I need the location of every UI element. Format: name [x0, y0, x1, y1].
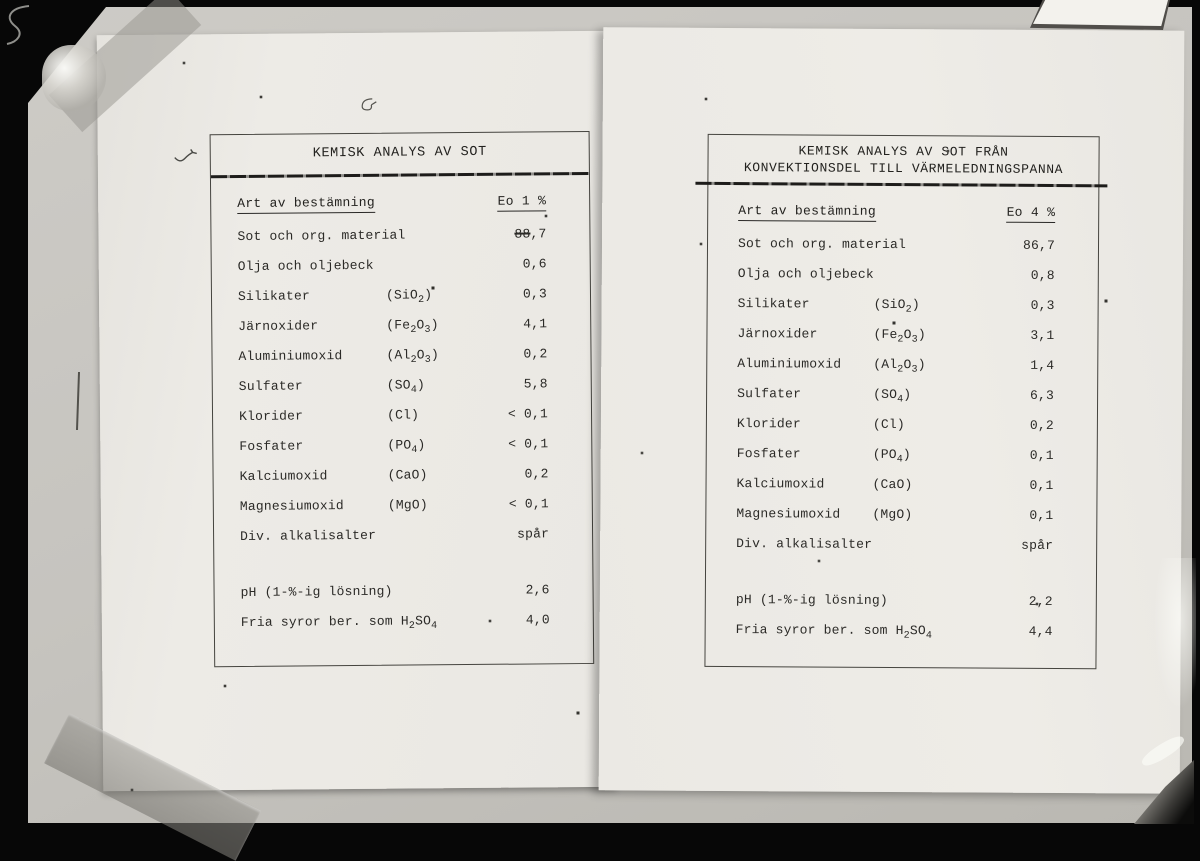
row-formula: $(Al_2O_3)$: [873, 356, 926, 376]
row-label: Silikater: [237, 288, 311, 305]
table-row: [213, 458, 591, 491]
row-formula: [386, 264, 504, 265]
table-row: [708, 228, 1098, 260]
table-row: [708, 258, 1098, 290]
row-label: Fosfater: [239, 438, 304, 455]
row-value: 6,3: [1030, 387, 1055, 403]
document-right: [599, 27, 1185, 794]
row-formula: $(SO_4)$: [873, 386, 912, 406]
table-footer-rows: [706, 584, 1096, 646]
row-formula: $(Al_2O_3)$: [386, 347, 440, 367]
column-header-value: Eo 1 %: [497, 193, 546, 211]
row-value: 3,1: [1030, 327, 1055, 343]
row-label: Kalciumoxid: [239, 468, 328, 485]
row-value: 0,6: [522, 256, 547, 272]
row-value: 0,8: [1030, 267, 1055, 283]
row-formula: $(Fe_2O_3)$: [386, 317, 439, 337]
table-row: [707, 378, 1097, 410]
row-value: spår: [1021, 537, 1054, 553]
table-row: [707, 408, 1097, 440]
row-value: 0,1: [1029, 447, 1054, 463]
handwritten-circle-mark-icon: [359, 96, 377, 112]
row-value: spår: [516, 526, 550, 542]
table-row: [707, 318, 1097, 350]
table-row: [708, 288, 1098, 320]
row-value: 1,4: [1030, 357, 1055, 373]
row-value: 4,1: [523, 316, 548, 332]
table-row: [706, 498, 1096, 530]
row-value: 0,3: [1030, 297, 1055, 313]
row-label: Klorider: [238, 408, 304, 425]
row-label: pH (1-%-ig lösning): [240, 583, 393, 601]
row-formula: $(Fe_2O_3)$: [873, 326, 926, 346]
table-row: [212, 338, 590, 371]
table-row: [213, 368, 591, 401]
row-value: < 0,1: [508, 436, 549, 452]
title-divider-rule: [211, 172, 589, 178]
row-formula: [388, 534, 506, 535]
analysis-table-right: [704, 134, 1099, 669]
table-row: [707, 348, 1097, 380]
table-row: [212, 278, 590, 311]
row-formula: (CaO): [387, 467, 428, 483]
row-formula: (CaO): [872, 476, 913, 493]
column-header-value: Eo 4 %: [1007, 204, 1056, 222]
table-title: [708, 135, 1098, 178]
table-row: [214, 574, 592, 607]
row-value: 0,1: [1029, 507, 1054, 523]
table-row: [214, 488, 592, 521]
table-footer-rows: [214, 574, 593, 637]
table-row: [212, 248, 590, 281]
title-divider-rule: [695, 182, 1107, 187]
table-row: [213, 398, 591, 431]
row-value: 88,7: [514, 226, 547, 242]
row-formula: [872, 544, 990, 545]
row-value: < 0,1: [508, 496, 549, 512]
row-value: 86,7: [1022, 237, 1056, 253]
table-title: [211, 132, 589, 162]
row-value: 0,2: [523, 346, 548, 362]
row-label: Div. alkalisalter: [736, 536, 873, 552]
row-label: pH (1-%-ig lösning): [735, 592, 888, 608]
row-value: 5,8: [523, 376, 548, 392]
row-label: Järnoxider: [238, 318, 319, 335]
table-row: [706, 528, 1096, 560]
row-value: < 0,1: [507, 406, 549, 422]
table-rows: [211, 218, 592, 551]
analysis-table-left: [210, 131, 595, 667]
corner-tab: [1033, 0, 1168, 26]
row-label: Sot och org. material: [737, 236, 907, 253]
row-value: 2,2: [1028, 593, 1053, 609]
table-title-line: KEMISK ANALYS AV SOT FRÅN: [798, 143, 1009, 160]
row-formula: $(SO_4)$: [386, 377, 426, 397]
table-row: [212, 308, 590, 341]
row-value: 4,4: [1028, 623, 1053, 639]
row-formula: $(PO_4)$: [387, 437, 426, 457]
row-label: Sulfater: [737, 386, 802, 402]
row-value: 0,2: [1029, 417, 1054, 433]
row-formula: (MgO): [387, 497, 428, 513]
row-label: Olja och oljebeck: [737, 266, 874, 282]
row-value: 0,2: [524, 466, 549, 482]
column-header-label: Art av bestämning: [738, 203, 876, 222]
edge-blotch: [1154, 558, 1196, 710]
row-label: Aluminiumoxid: [737, 356, 842, 372]
column-headers: [708, 202, 1098, 222]
row-label: Järnoxider: [737, 326, 818, 342]
column-header-label: Art av bestämning: [237, 194, 375, 213]
row-value: 4,0: [525, 612, 550, 628]
row-label: Div. alkalisalter: [240, 527, 377, 545]
row-label: Kalciumoxid: [736, 476, 825, 492]
row-label: Fria syror ber. som $H_2SO_4$: [240, 613, 438, 633]
row-value: 0,3: [522, 286, 548, 302]
row-label: Olja och oljebeck: [237, 257, 374, 275]
row-value: 0,1: [1029, 477, 1054, 493]
table-row: [213, 428, 591, 461]
table-row: [706, 614, 1096, 646]
row-label: Magnesiumoxid: [736, 506, 841, 522]
table-row: [706, 584, 1096, 616]
row-label: Fosfater: [736, 446, 801, 462]
film-curl-mark: [1, 2, 35, 48]
table-row: [214, 518, 592, 551]
row-label: Silikater: [737, 296, 810, 312]
row-formula: (MgO): [872, 506, 913, 523]
table-rows: [706, 228, 1098, 560]
row-label: Klorider: [736, 416, 801, 432]
dust-specks: [0, 0, 2, 2]
row-label: Magnesiumoxid: [239, 498, 344, 515]
row-formula: [874, 274, 992, 275]
row-formula: (Cl): [872, 416, 905, 433]
column-headers: [211, 192, 589, 213]
row-label: Aluminiumoxid: [238, 348, 343, 365]
row-label: Sot och org. material: [237, 227, 406, 245]
table-row: [215, 604, 593, 637]
table-row: [211, 218, 589, 251]
row-formula: (SiO$_2$): [385, 287, 433, 306]
row-value: 2,6: [525, 582, 550, 598]
table-row: [707, 438, 1097, 470]
row-formula: (Cl): [386, 407, 420, 423]
table-row: [706, 468, 1096, 500]
row-label: Sulfater: [238, 378, 303, 395]
row-formula: (SiO$_2$): [873, 296, 920, 316]
row-label: Fria syror ber. som $H_2SO_4$: [735, 622, 933, 642]
table-title-line: KEMISK ANALYS AV SOT: [312, 144, 487, 162]
document-left: [97, 31, 617, 791]
row-formula: $(PO_4)$: [872, 446, 912, 466]
handwritten-mark-icon: [174, 144, 204, 164]
table-title-line: KONVEKTIONSDEL TILL VÄRMELEDNINGSPANNA: [743, 159, 1064, 177]
